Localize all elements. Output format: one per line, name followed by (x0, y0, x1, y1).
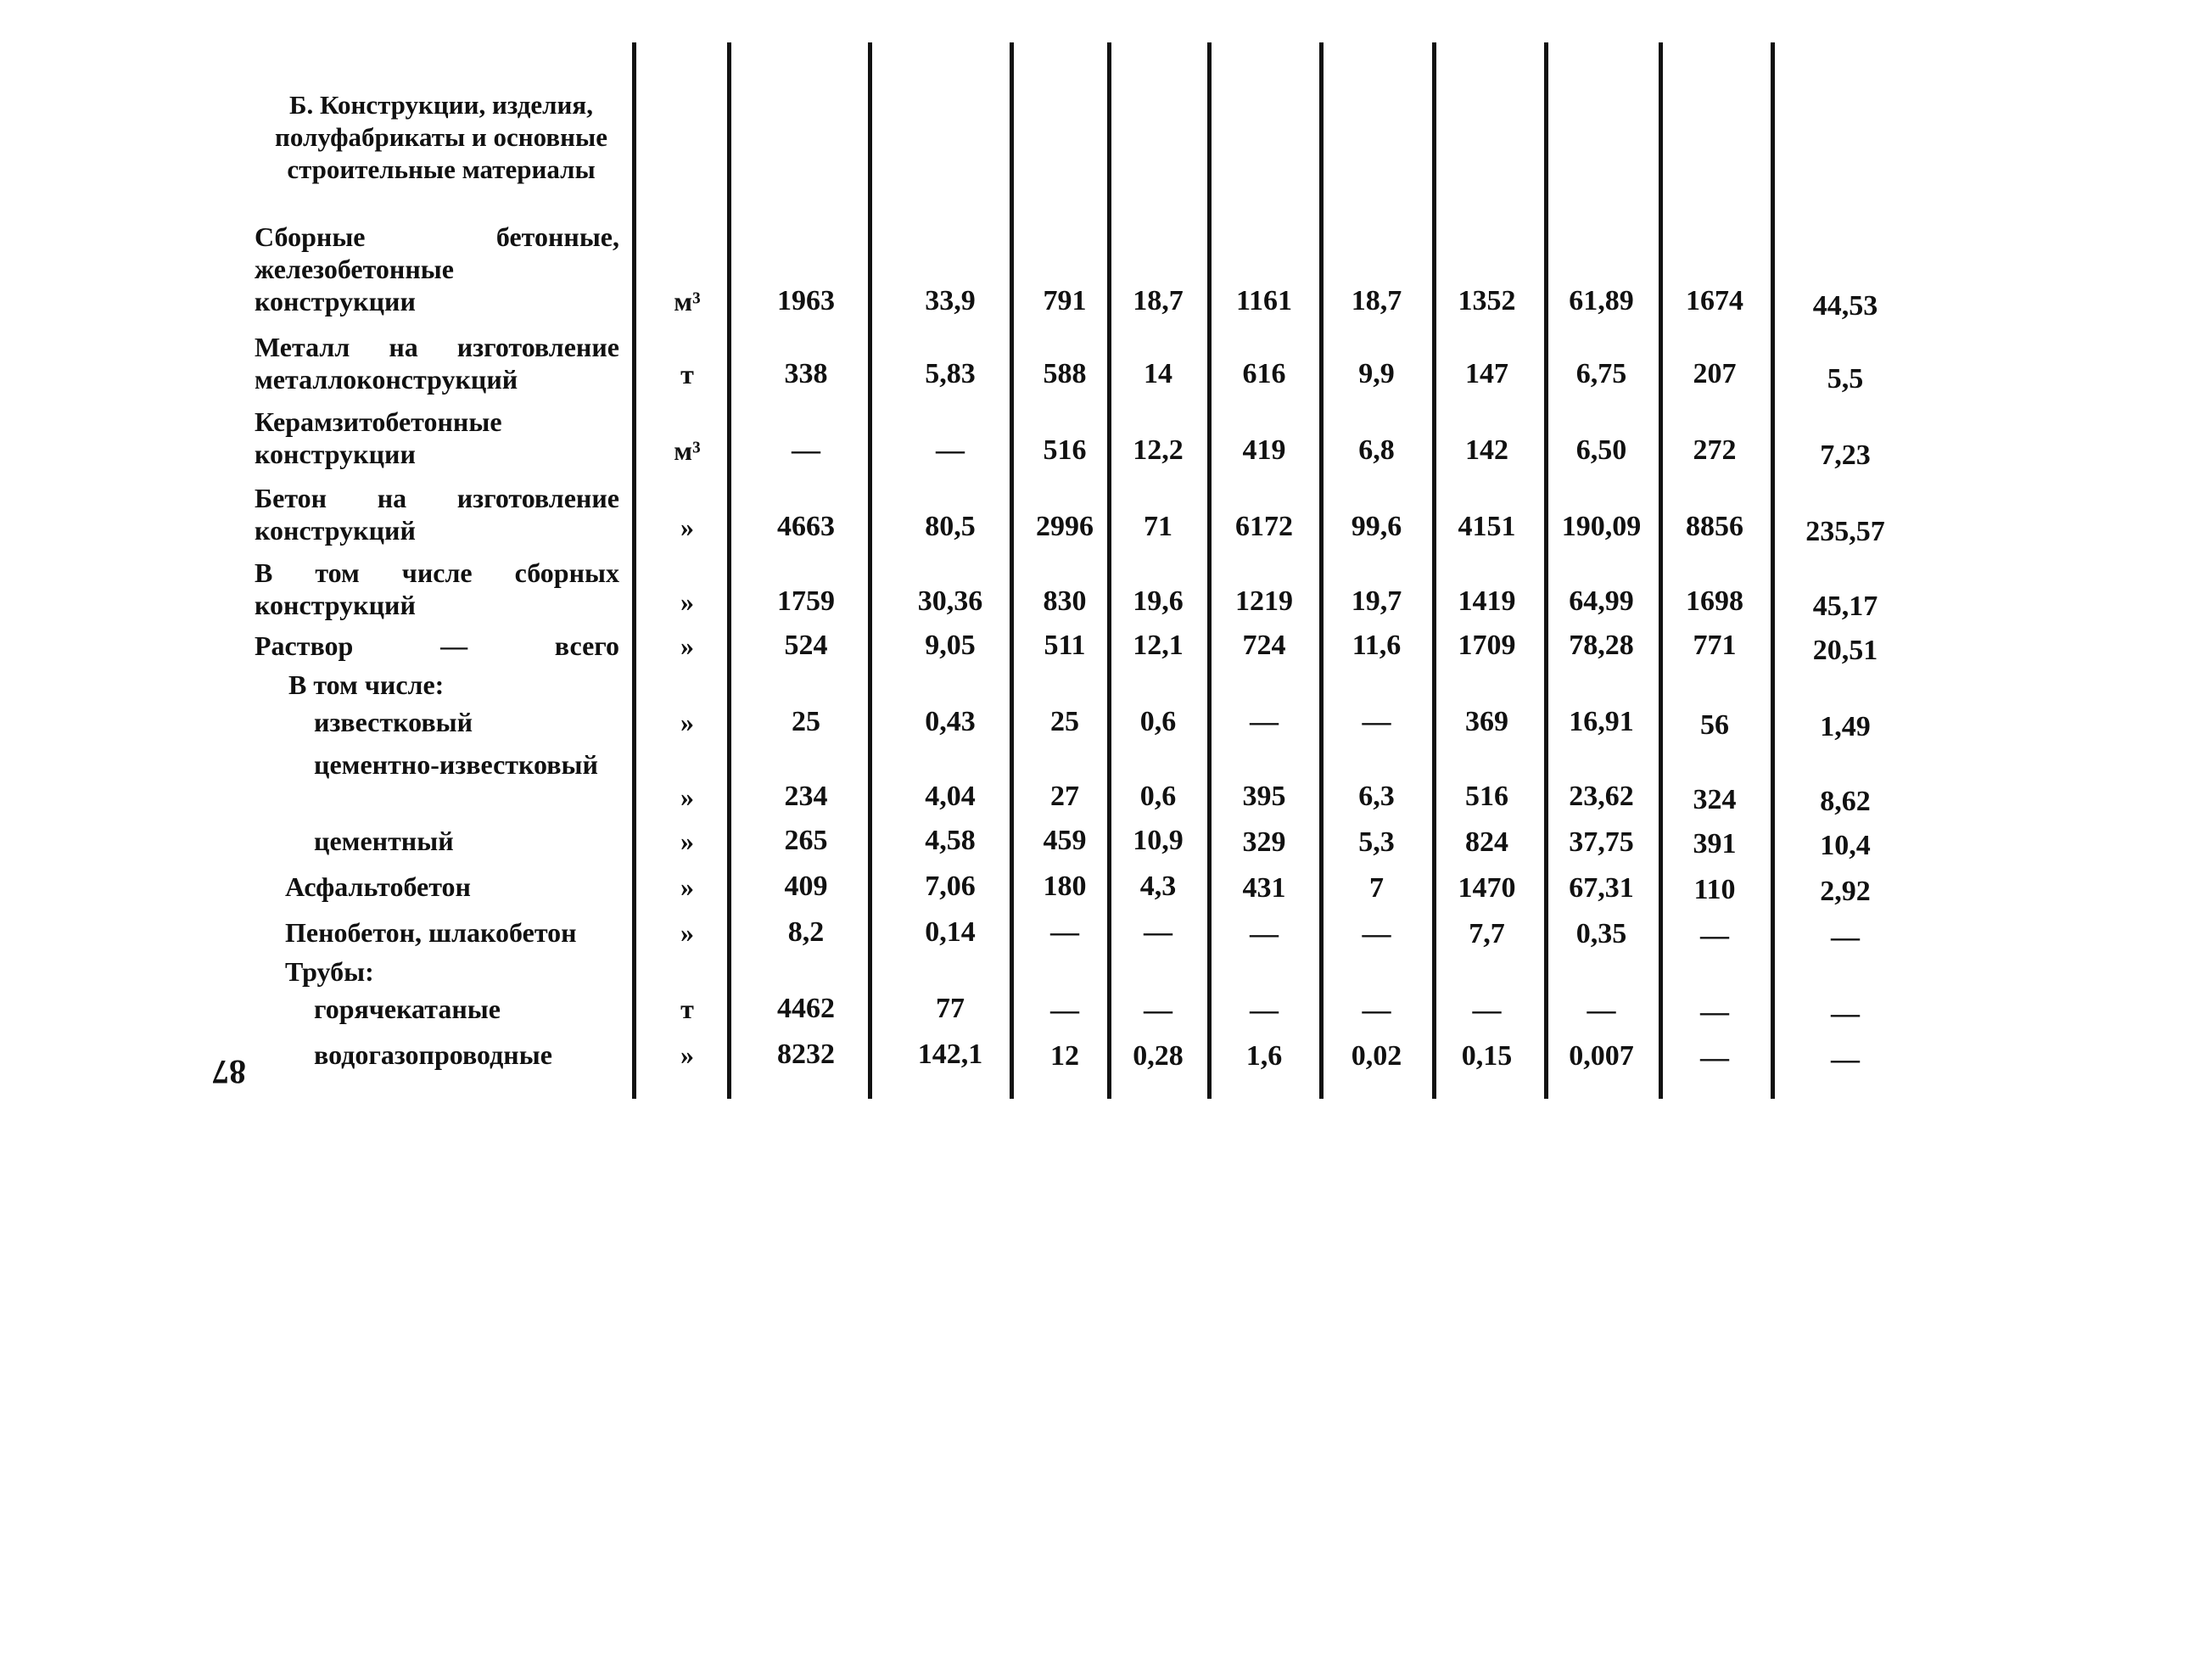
table-cell: 23,62 (1569, 781, 1634, 812)
table-cell: 1161 (1235, 285, 1293, 316)
table-cell: 588 (1043, 358, 1087, 389)
table-cell: 8,62 (1820, 786, 1871, 817)
table-cell: 1674 (1686, 285, 1743, 316)
row-unit: м³ (674, 286, 701, 316)
table-cell: 5,3 (1358, 826, 1395, 858)
row-label: Сборные бетонные, железобетонные конструкции (255, 221, 619, 316)
row-unit: » (680, 586, 694, 617)
table-cell: 45,17 (1812, 591, 1878, 622)
table-cell: 771 (1693, 630, 1737, 661)
table-cell: 4,3 (1139, 871, 1177, 902)
table-cell: — (1144, 994, 1172, 1026)
row-unit: м³ (674, 435, 701, 466)
table-cell: 329 (1242, 826, 1286, 858)
row-unit: » (680, 871, 694, 902)
row-label: цементно-известковый (314, 749, 598, 780)
table-cell: — (1050, 916, 1079, 948)
document-page (212, 42, 1934, 1103)
table-cell: 33,9 (925, 285, 976, 316)
table-cell: 272 (1693, 434, 1737, 466)
row-label: Трубы: (285, 956, 374, 987)
table-cell: 395 (1242, 781, 1286, 812)
row-label: Керамзитобетонные конструкции (255, 406, 502, 469)
table-cell: 6172 (1235, 511, 1293, 542)
row-label: Асфальтобетон (285, 871, 471, 902)
table-cell: 10,9 (1133, 825, 1184, 856)
table-cell: — (1250, 918, 1279, 949)
table-cell: 25 (1050, 706, 1079, 737)
table-cell: 524 (784, 630, 828, 661)
column-rule (1010, 42, 1014, 1099)
table-cell: 265 (784, 825, 828, 856)
table-cell: 4,58 (925, 825, 976, 856)
table-cell: 8232 (777, 1039, 835, 1070)
table-cell: 12,2 (1133, 434, 1184, 466)
table-cell: — (792, 434, 820, 466)
table-cell: 0,02 (1351, 1040, 1402, 1072)
table-cell: 6,50 (1575, 434, 1627, 466)
table-cell: 5,5 (1827, 363, 1864, 395)
table-cell: 14 (1144, 358, 1172, 389)
table-cell: 516 (1465, 781, 1508, 812)
table-cell: — (1700, 920, 1729, 951)
table-cell: 20,51 (1812, 635, 1878, 666)
row-unit: » (680, 512, 694, 542)
table-cell: 1470 (1458, 872, 1516, 904)
table-cell: 4151 (1458, 511, 1516, 542)
table-cell: 0,43 (925, 706, 976, 737)
table-cell: 7,7 (1469, 918, 1505, 949)
table-cell: 391 (1693, 828, 1737, 860)
row-unit: т (680, 359, 694, 389)
table-cell: 419 (1242, 434, 1286, 466)
table-cell: 180 (1043, 871, 1087, 902)
table-cell: 56 (1700, 709, 1729, 741)
table-cell: 8856 (1686, 511, 1743, 542)
table-cell: — (1831, 921, 1860, 953)
table-cell: 6,8 (1358, 434, 1395, 466)
row-label: известковый (314, 707, 473, 737)
table-cell: — (1362, 994, 1391, 1026)
column-rule (1771, 42, 1775, 1099)
row-label: Бетон на изготовление конструкций (255, 483, 619, 546)
table-cell: 25 (792, 706, 820, 737)
table-cell: 80,5 (925, 511, 976, 542)
table-cell: 0,007 (1569, 1040, 1634, 1072)
row-label: В том числе: (288, 669, 445, 700)
column-rule (1107, 42, 1111, 1099)
table-cell: 724 (1242, 630, 1286, 661)
table-cell: 1219 (1235, 585, 1293, 617)
table-cell: 511 (1044, 630, 1086, 661)
table-cell: 409 (784, 871, 828, 902)
table-cell: — (1700, 996, 1729, 1028)
table-cell: 1,49 (1820, 711, 1871, 742)
table-cell: 6,75 (1575, 358, 1627, 389)
table-cell: 11,6 (1352, 630, 1402, 661)
table-cell: 369 (1465, 706, 1508, 737)
table-cell: — (1831, 1044, 1860, 1075)
table-cell: 64,99 (1569, 585, 1634, 617)
table-cell: 616 (1242, 358, 1286, 389)
table-cell: 2,92 (1820, 876, 1871, 907)
table-cell: 147 (1465, 358, 1508, 389)
table-cell: 830 (1043, 585, 1087, 617)
table-cell: 1,6 (1245, 1040, 1283, 1072)
table-cell: 234 (784, 781, 828, 812)
row-unit: » (680, 826, 694, 856)
table-cell: 4,04 (925, 781, 976, 812)
table-cell: 1963 (777, 285, 835, 316)
table-cell: 99,6 (1351, 511, 1402, 542)
table-cell: — (1144, 916, 1172, 948)
table-cell: 7,06 (925, 871, 976, 902)
table-cell: 77 (936, 993, 965, 1024)
table-cell: 459 (1043, 825, 1087, 856)
table-cell: 824 (1465, 826, 1508, 858)
table-cell: — (1050, 994, 1079, 1026)
row-label: Металл на изготовление металлоконструкций (255, 332, 619, 395)
table-cell: — (1250, 994, 1279, 1026)
table-cell: 67,31 (1569, 872, 1634, 904)
table-cell: — (1472, 994, 1502, 1026)
table-cell: 142,1 (917, 1039, 983, 1070)
table-cell: 78,28 (1569, 630, 1634, 661)
table-cell: — (1362, 706, 1391, 737)
row-label: горячекатаные (314, 994, 501, 1024)
table-cell: 10,4 (1820, 830, 1871, 861)
table-cell: 16,91 (1569, 706, 1634, 737)
table-cell: 142 (1465, 434, 1508, 466)
table-cell: — (1587, 994, 1616, 1026)
table-cell: 30,36 (917, 585, 983, 617)
table-cell: 324 (1693, 784, 1737, 815)
row-label: Раствор — всего (255, 630, 619, 661)
row-unit: » (680, 917, 694, 948)
table-cell: — (936, 434, 965, 466)
table-cell: 1698 (1686, 585, 1743, 617)
table-cell: 44,53 (1812, 290, 1878, 322)
row-label: Пенобетон, шлакобетон (285, 917, 577, 948)
section-title: Б. Конструкции, изделия, полуфабрикаты и основные строительные материалы (275, 90, 607, 184)
table-cell: — (1700, 1042, 1729, 1073)
table-cell: 235,57 (1805, 516, 1885, 547)
table-cell: 8,2 (787, 916, 825, 948)
table-cell: 516 (1043, 434, 1087, 466)
table-cell: 0,28 (1133, 1040, 1184, 1072)
table-cell: 18,7 (1133, 285, 1184, 316)
table-cell: 7 (1369, 872, 1384, 904)
table-cell: 1419 (1458, 585, 1516, 617)
table-cell: 110 (1693, 874, 1736, 905)
column-rule (632, 42, 636, 1099)
table-cell: — (1831, 998, 1860, 1029)
table-cell: 9,9 (1358, 358, 1395, 389)
table-cell: 19,7 (1351, 585, 1402, 617)
row-unit: » (680, 781, 694, 812)
table-cell: 0,15 (1461, 1040, 1513, 1072)
column-rule (1319, 42, 1324, 1099)
table-cell: 6,3 (1358, 781, 1395, 812)
column-rule (1207, 42, 1212, 1099)
column-rule (868, 42, 872, 1099)
table-cell: 791 (1043, 285, 1087, 316)
row-label: В том числе сборных конструкций (255, 557, 619, 620)
table-cell: 190,09 (1561, 511, 1642, 542)
table-cell: 207 (1693, 358, 1737, 389)
table-cell: 1759 (777, 585, 835, 617)
table-cell: 4663 (777, 511, 835, 542)
table-cell: 338 (784, 358, 828, 389)
table-cell: 61,89 (1569, 285, 1634, 316)
row-label: водогазопроводные (314, 1039, 552, 1070)
table-cell: 1352 (1458, 285, 1516, 316)
table-cell: 27 (1050, 781, 1079, 812)
column-rule (727, 42, 731, 1099)
table-cell: 12 (1050, 1040, 1079, 1072)
table-cell: 5,83 (925, 358, 976, 389)
table-cell: 12,1 (1133, 630, 1184, 661)
table-cell: 4462 (777, 993, 835, 1024)
table-cell: 431 (1242, 872, 1286, 904)
table-cell: 0,14 (925, 916, 976, 948)
table-cell: 2996 (1036, 511, 1094, 542)
column-rule (1659, 42, 1663, 1099)
column-rule (1432, 42, 1436, 1099)
table-cell: — (1250, 706, 1279, 737)
page-number: 87 (212, 1053, 246, 1091)
row-unit: » (680, 1039, 694, 1070)
table-cell: 7,23 (1820, 440, 1871, 471)
table-cell: — (1362, 918, 1391, 949)
table-cell: 37,75 (1569, 826, 1634, 858)
table-cell: 0,6 (1139, 706, 1177, 737)
table-cell: 0,35 (1575, 918, 1627, 949)
row-unit: » (680, 630, 694, 661)
row-unit: » (680, 707, 694, 737)
table-cell: 71 (1144, 511, 1172, 542)
row-unit: т (680, 994, 694, 1024)
table-cell: 1709 (1458, 630, 1516, 661)
table-cell: 18,7 (1351, 285, 1402, 316)
table-cell: 19,6 (1133, 585, 1184, 617)
table-cell: 0,6 (1139, 781, 1177, 812)
table-cell: 9,05 (925, 630, 976, 661)
row-label: цементный (314, 826, 454, 856)
